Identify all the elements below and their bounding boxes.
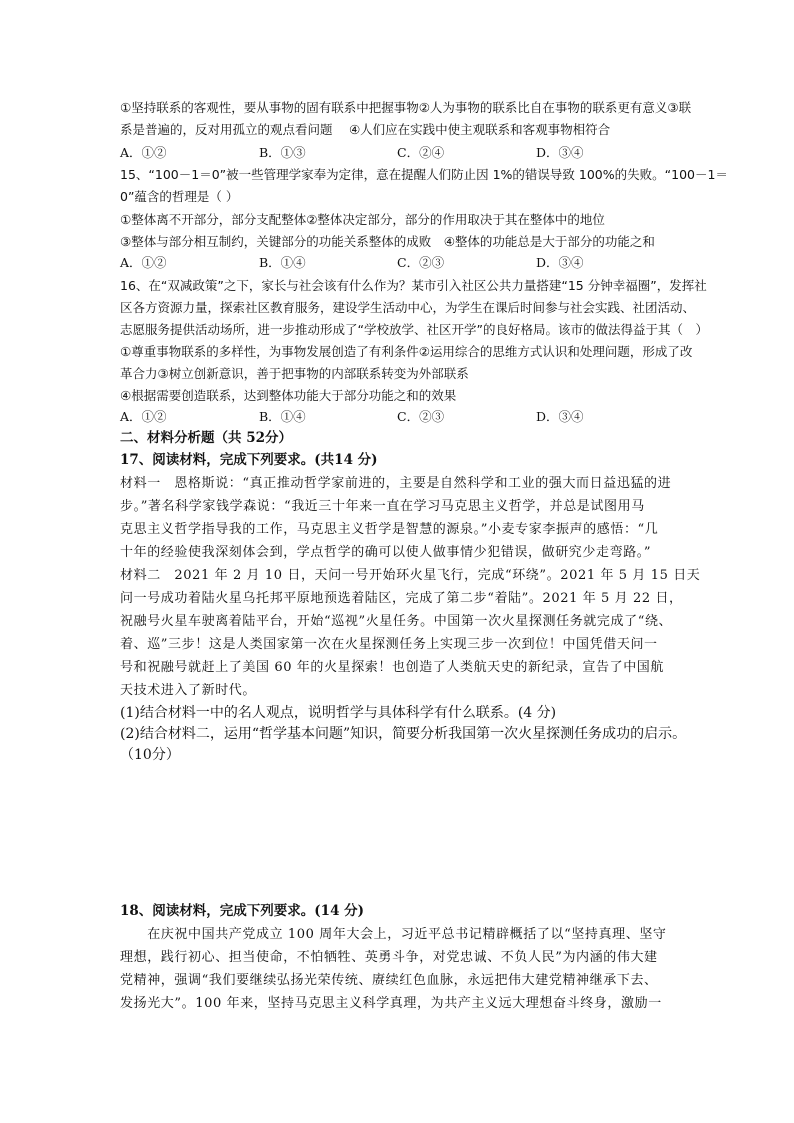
q18-material-line-4: 发扬光大”。100 年来，坚持马克思主义科学真理，为共产主义远大理想奋斗终身，激励一 — [120, 996, 662, 1011]
q16-option-d: D．③④ — [536, 409, 584, 424]
q17-material-1-line-3: 克思主义哲学指导我的工作，马克思主义哲学是智慧的源泉。”小麦专家李振声的感悟：“几 — [120, 522, 659, 537]
q15-option-b: B．①④ — [259, 255, 306, 270]
q14-statement-line-2: 系是普遍的，反对用孤立的观点看问题 ④人们应在实践中使主观联系和客观事物相符合 — [120, 122, 611, 137]
q15-option-c: C．②③ — [397, 255, 445, 270]
q15-stem-line-2: 0”蕴含的哲理是（ ） — [120, 189, 239, 204]
q14-option-b: B．①③ — [259, 145, 306, 160]
q17-subquestion-2-score: （10分） — [120, 747, 180, 763]
q14-option-c: C．②④ — [397, 145, 445, 160]
q15-statement-line-1: ①整体离不开部分，部分支配整体②整体决定部分，部分的作用取决于其在整体中的地位 — [120, 212, 605, 227]
q16-stem-line-2: 区各方资源力量，探索社区教育服务，建设学生活动中心，为学生在课后时间参与社会实践、社团活动、 — [120, 300, 696, 315]
q17-material-1-line-1: 材料一 恩格斯说：“真正推动哲学家前进的，主要是自然科学和工业的强大而日益迅猛的进 — [120, 476, 672, 491]
q16-option-b: B．①④ — [259, 409, 306, 424]
q17-subquestion-2: (2)结合材料二，运用“哲学基本问题”知识，简要分析我国第一次火星探测任务成功的启示。 — [120, 726, 687, 742]
section-2-heading: 二、材料分析题（共 52分） — [120, 430, 292, 446]
q16-option-c: C．②③ — [397, 409, 445, 424]
q15-option-a: A．①② — [120, 255, 167, 270]
q17-subquestion-1: (1)结合材料一中的名人观点，说明哲学与具体科学有什么联系。(4 分) — [120, 705, 557, 721]
q14-option-a: A．①② — [120, 145, 167, 160]
q17-material-2-line-5: 号和祝融号就赶上了美国 60 年的火星探索！也创造了人类航天史的新纪录，宣告了中国航 — [120, 660, 665, 675]
q16-statement-line-2: 革合力③树立创新意识，善于把事物的内部联系转变为外部联系 — [120, 366, 469, 381]
q16-stem-line-3: 志愿服务提供活动场所，进一步推动形成了“学校放学、社区开学”的良好格局。该市的做法得益于其（ ） — [120, 322, 708, 337]
q15-stem-line-1: 15、“100－1＝0”被一些管理学家奉为定律，意在提醒人们防止因 1%的错误导致 100%的失败。“100－1＝ — [120, 167, 728, 182]
q17-material-2-line-1: 材料二 2021 年 2 月 10 日，天问一号开始环火星飞行，完成“环绕”。2021 年 5 月 15 日天 — [120, 568, 701, 583]
q18-title: 18、阅读材料，完成下列要求。(14 分) — [120, 903, 365, 919]
q16-statement-line-3: ④根据需要创造联系，达到整体功能大于部分功能之和的效果 — [120, 388, 457, 403]
q18-material-line-3: 党精神，强调“我们要继续弘扬光荣传统、赓续红色血脉，永远把伟大建党精神继承下去、 — [120, 973, 658, 988]
q16-stem-line-1: 16、在“双减政策”之下，家长与社会该有什么作为？某市引入社区公共力量搭建“15 分钟幸福圈”，发挥社 — [120, 278, 707, 293]
q14-statement-line-1: ①坚持联系的客观性，要从事物的固有联系中把握事物②人为事物的联系比自在事物的联系更有意义③联 — [120, 100, 692, 115]
q17-material-1-line-2: 步。”著名科学家钱学森说：“我近三十年来一直在学习马克思主义哲学，并总是试图用马 — [120, 499, 645, 514]
q17-material-2-line-6: 天技术进入了新时代。 — [120, 683, 257, 698]
q17-title: 17、阅读材料，完成下列要求。(共14 分) — [120, 452, 378, 468]
q15-statement-line-2: ③整体与部分相互制约，关键部分的功能关系整体的成败 ④整体的功能总是大于部分的功能之和 — [120, 234, 655, 249]
q17-material-2-line-4: 着、巡”三步！这是人类国家第一次在火星探测任务上实现三步一次到位！中国凭借天问一 — [120, 637, 658, 652]
q18-material-line-2: 理想，践行初心、担当使命，不怕牺牲、英勇斗争，对党忠诚、不负人民”为内涵的伟大建 — [120, 950, 658, 965]
q16-option-a: A．①② — [120, 409, 167, 424]
q17-material-2-line-2: 问一号成功着陆火星乌托邦平原地预选着陆区，完成了第二步“着陆”。2021 年 5 月 22 日， — [120, 591, 683, 606]
q18-material-line-1: 在庆祝中国共产党成立 100 周年大会上，习近平总书记精辟概括了以“坚持真理、坚守 — [120, 927, 667, 942]
q16-statement-line-1: ①尊重事物联系的多样性，为事物发展创造了有利条件②运用综合的思维方式认识和处理问题，形成了改 — [120, 344, 693, 359]
q17-material-1-line-4: 十年的经验使我深刻体会到，学点哲学的确可以使人做事情少犯错误，做研究少走弯路。” — [120, 545, 652, 560]
q15-option-d: D．③④ — [536, 255, 584, 270]
q17-material-2-line-3: 祝融号火星车驶离着陆平台，开始“巡视”火星任务。中国第一次火星探测任务就完成了“绕、 — [120, 614, 673, 629]
q14-option-d: D．③④ — [536, 145, 584, 160]
